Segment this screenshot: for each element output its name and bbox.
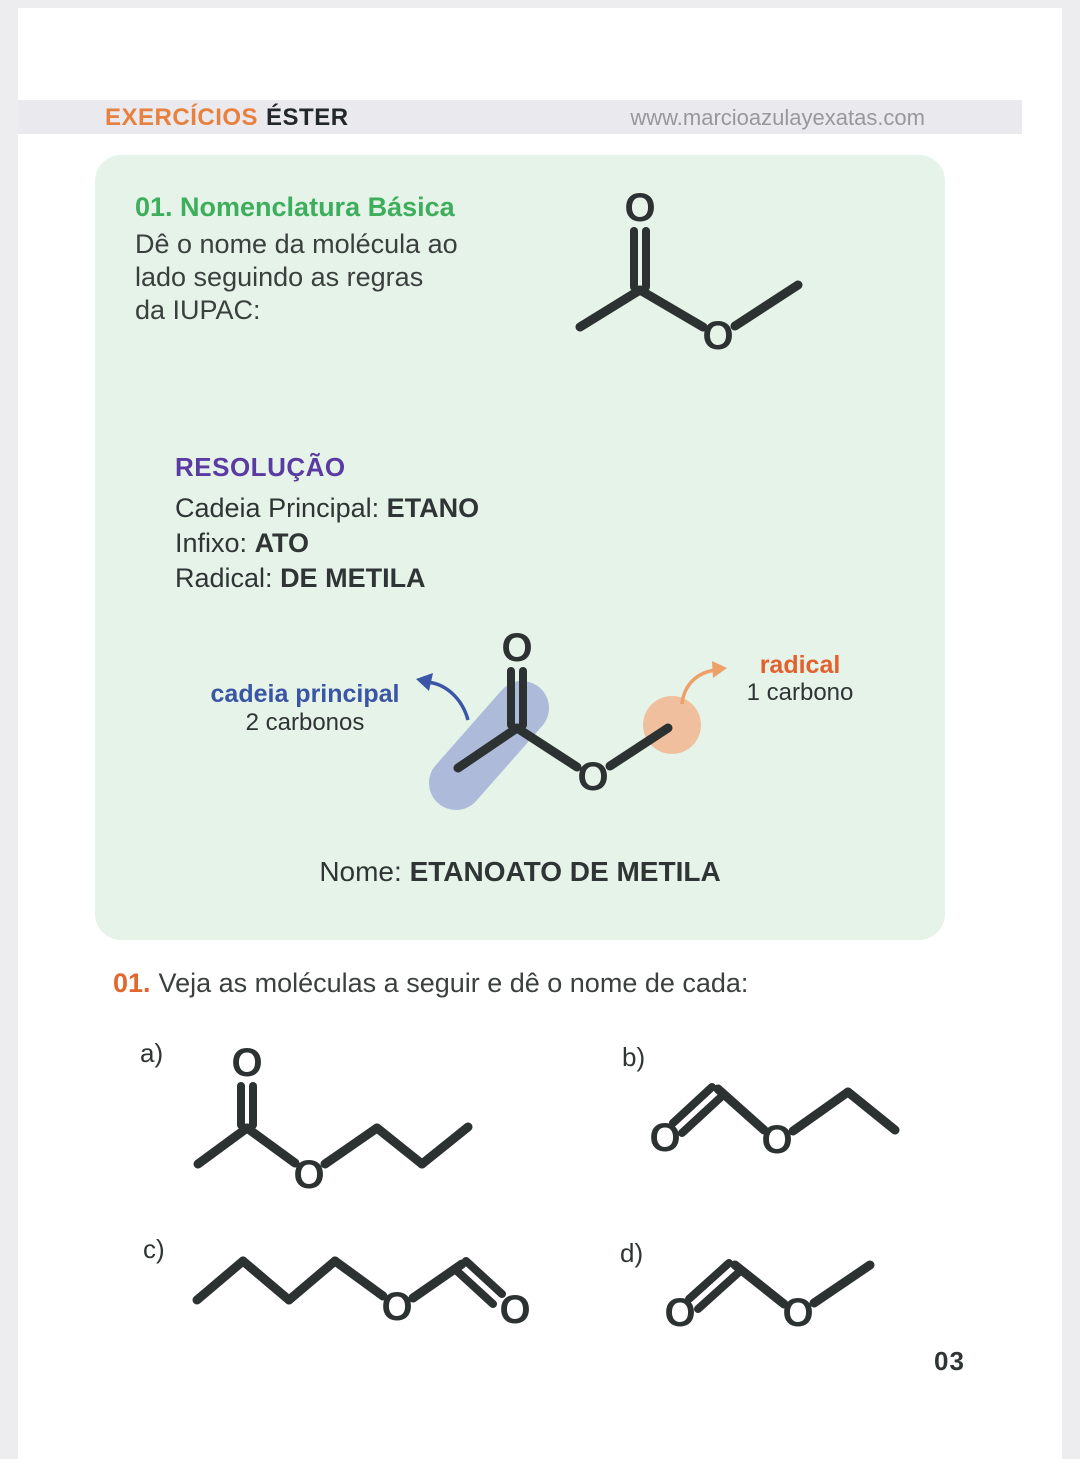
main-chain-arrow-head bbox=[416, 673, 433, 691]
main-chain-annotation bbox=[210, 680, 400, 738]
radical-annotation-label: radical bbox=[759, 651, 841, 679]
item-a-label: a) bbox=[140, 1038, 164, 1068]
molecule-b-structure bbox=[640, 1075, 920, 1160]
item-d-label: d) bbox=[620, 1238, 644, 1268]
exercise-prompt: Veja as moléculas a seguir e dê o nome de cada: bbox=[158, 968, 749, 998]
main-chain-annotation-label: cadeia principal bbox=[210, 680, 400, 708]
oxygen-atom-label: O bbox=[624, 186, 656, 230]
item-b-label: b) bbox=[622, 1042, 646, 1072]
molecule-a-structure bbox=[165, 1040, 485, 1197]
radical-highlight bbox=[643, 696, 701, 754]
resolution-item-infix: Infixo: ATO bbox=[175, 528, 310, 558]
exercise-number: 01. bbox=[113, 968, 151, 998]
name-value: ETANOATO DE METILA bbox=[409, 856, 721, 887]
radical-arrow-head bbox=[712, 661, 727, 678]
annotated-molecule-structure bbox=[400, 620, 760, 820]
example-prompt bbox=[135, 228, 458, 327]
item-c-label: c) bbox=[143, 1234, 165, 1264]
header-title bbox=[105, 102, 349, 134]
resolution-item-radical: Radical: DE METILA bbox=[175, 563, 426, 593]
example-title: 01. Nomenclatura Básica bbox=[135, 192, 455, 222]
radical-arrow bbox=[682, 670, 716, 704]
molecule-d-structure bbox=[645, 1255, 925, 1340]
main-chain-annotation-sublabel: 2 carbonos bbox=[245, 709, 365, 736]
oxygen-atom-label: O bbox=[501, 626, 533, 670]
oxygen-atom-label: O bbox=[761, 1118, 793, 1162]
name-label: Nome: bbox=[319, 856, 402, 887]
header-website: www.marcioazulayexatas.com bbox=[630, 105, 925, 130]
oxygen-atom-label: O bbox=[649, 1116, 681, 1160]
example-prompt-line: da IUPAC: bbox=[135, 295, 261, 325]
molecule-name-line bbox=[95, 856, 945, 888]
example-prompt-line: Dê o nome da molécula ao bbox=[135, 229, 458, 259]
radical-annotation-sublabel: 1 carbono bbox=[746, 679, 854, 706]
oxygen-atom-label: O bbox=[664, 1291, 696, 1335]
page-number: 03 bbox=[934, 1346, 965, 1376]
resolution-items bbox=[175, 491, 479, 596]
resolution-item-main-chain: Cadeia Principal: ETANO bbox=[175, 493, 480, 523]
oxygen-atom-label: O bbox=[231, 1041, 263, 1085]
molecule-c-structure bbox=[185, 1248, 535, 1343]
radical-annotation bbox=[735, 652, 865, 708]
oxygen-atom-label: O bbox=[782, 1291, 814, 1335]
example-prompt-line: lado seguindo as regras bbox=[135, 262, 424, 292]
main-chain-arrow bbox=[426, 682, 468, 720]
example-molecule-structure bbox=[555, 175, 825, 358]
exercise-question bbox=[113, 968, 748, 999]
oxygen-atom-label: O bbox=[293, 1153, 325, 1197]
resolution-heading: RESOLUÇÃO bbox=[175, 452, 346, 482]
oxygen-atom-label: O bbox=[577, 755, 609, 799]
oxygen-atom-label: O bbox=[702, 314, 734, 358]
oxygen-atom-label: O bbox=[499, 1288, 531, 1332]
oxygen-atom-label: O bbox=[381, 1285, 413, 1329]
header-title-ester: ÉSTER bbox=[266, 104, 349, 131]
header-title-exercicios: EXERCÍCIOS bbox=[105, 104, 259, 131]
